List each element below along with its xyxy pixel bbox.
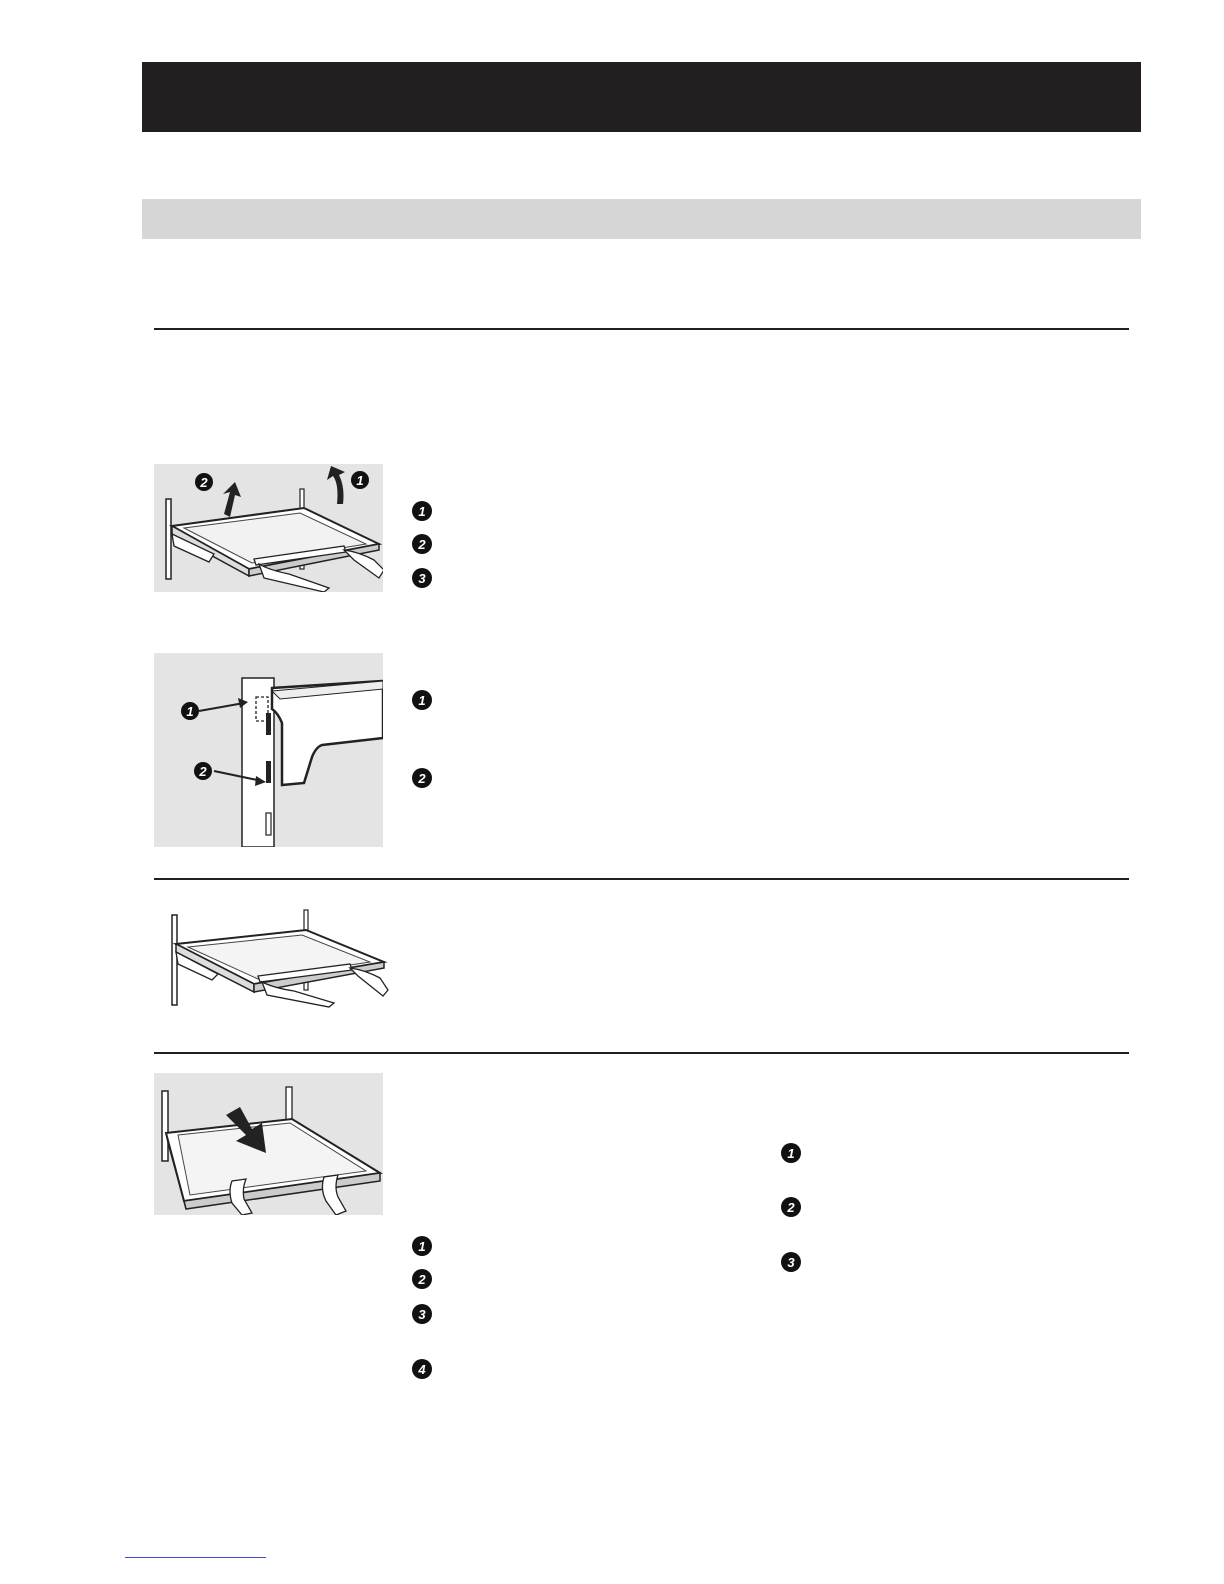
- slide-out-shelf-illustration: [154, 900, 389, 1010]
- footer-link[interactable]: [125, 1557, 266, 1558]
- step-marker-3: [412, 568, 432, 588]
- svg-text:3: 3: [787, 1255, 795, 1270]
- shelf-bracket-illustration: [154, 653, 383, 847]
- step-marker-2: [412, 1269, 432, 1289]
- svg-text:1: 1: [418, 504, 426, 519]
- remove-shelf-illustration: [154, 464, 383, 592]
- figure-callout: 1: [356, 473, 364, 488]
- shelf-hook-detail-icon: [154, 653, 383, 847]
- pull-forward-arrow-icon: [154, 1073, 383, 1215]
- page-title-bar: [142, 62, 1141, 132]
- step-marker-1: [412, 501, 432, 521]
- svg-text:2: 2: [418, 771, 426, 786]
- svg-text:1: 1: [787, 1146, 795, 1161]
- step-marker-1: [412, 690, 432, 710]
- step-marker-1: [781, 1143, 801, 1163]
- shelf-lift-arrows-icon: [154, 464, 383, 592]
- svg-text:2: 2: [418, 1272, 426, 1287]
- section-heading: [142, 208, 156, 230]
- figure-callout: 1: [186, 704, 194, 719]
- svg-text:4: 4: [418, 1362, 426, 1377]
- svg-text:1: 1: [418, 1239, 426, 1254]
- step-marker-3: [781, 1252, 801, 1272]
- svg-text:3: 3: [418, 1307, 426, 1322]
- slide-out-shelf-icon: [154, 900, 389, 1010]
- figure-callout: 2: [200, 475, 208, 490]
- step-marker-1: [412, 1236, 432, 1256]
- svg-text:2: 2: [787, 1200, 795, 1215]
- svg-text:1: 1: [418, 693, 426, 708]
- page-title: [142, 81, 162, 112]
- section-heading-bar: [142, 199, 1141, 239]
- step-marker-2: [412, 768, 432, 788]
- section-divider: [154, 1052, 1129, 1054]
- section-divider: [154, 328, 1129, 330]
- step-marker-4: [412, 1359, 432, 1379]
- section-divider: [154, 878, 1129, 880]
- step-marker-3: [412, 1304, 432, 1324]
- step-marker-2: [412, 534, 432, 554]
- step-marker-2: [781, 1197, 801, 1217]
- svg-text:3: 3: [418, 571, 426, 586]
- pull-shelf-illustration: [154, 1073, 383, 1215]
- figure-callout: 2: [199, 764, 207, 779]
- svg-text:2: 2: [418, 537, 426, 552]
